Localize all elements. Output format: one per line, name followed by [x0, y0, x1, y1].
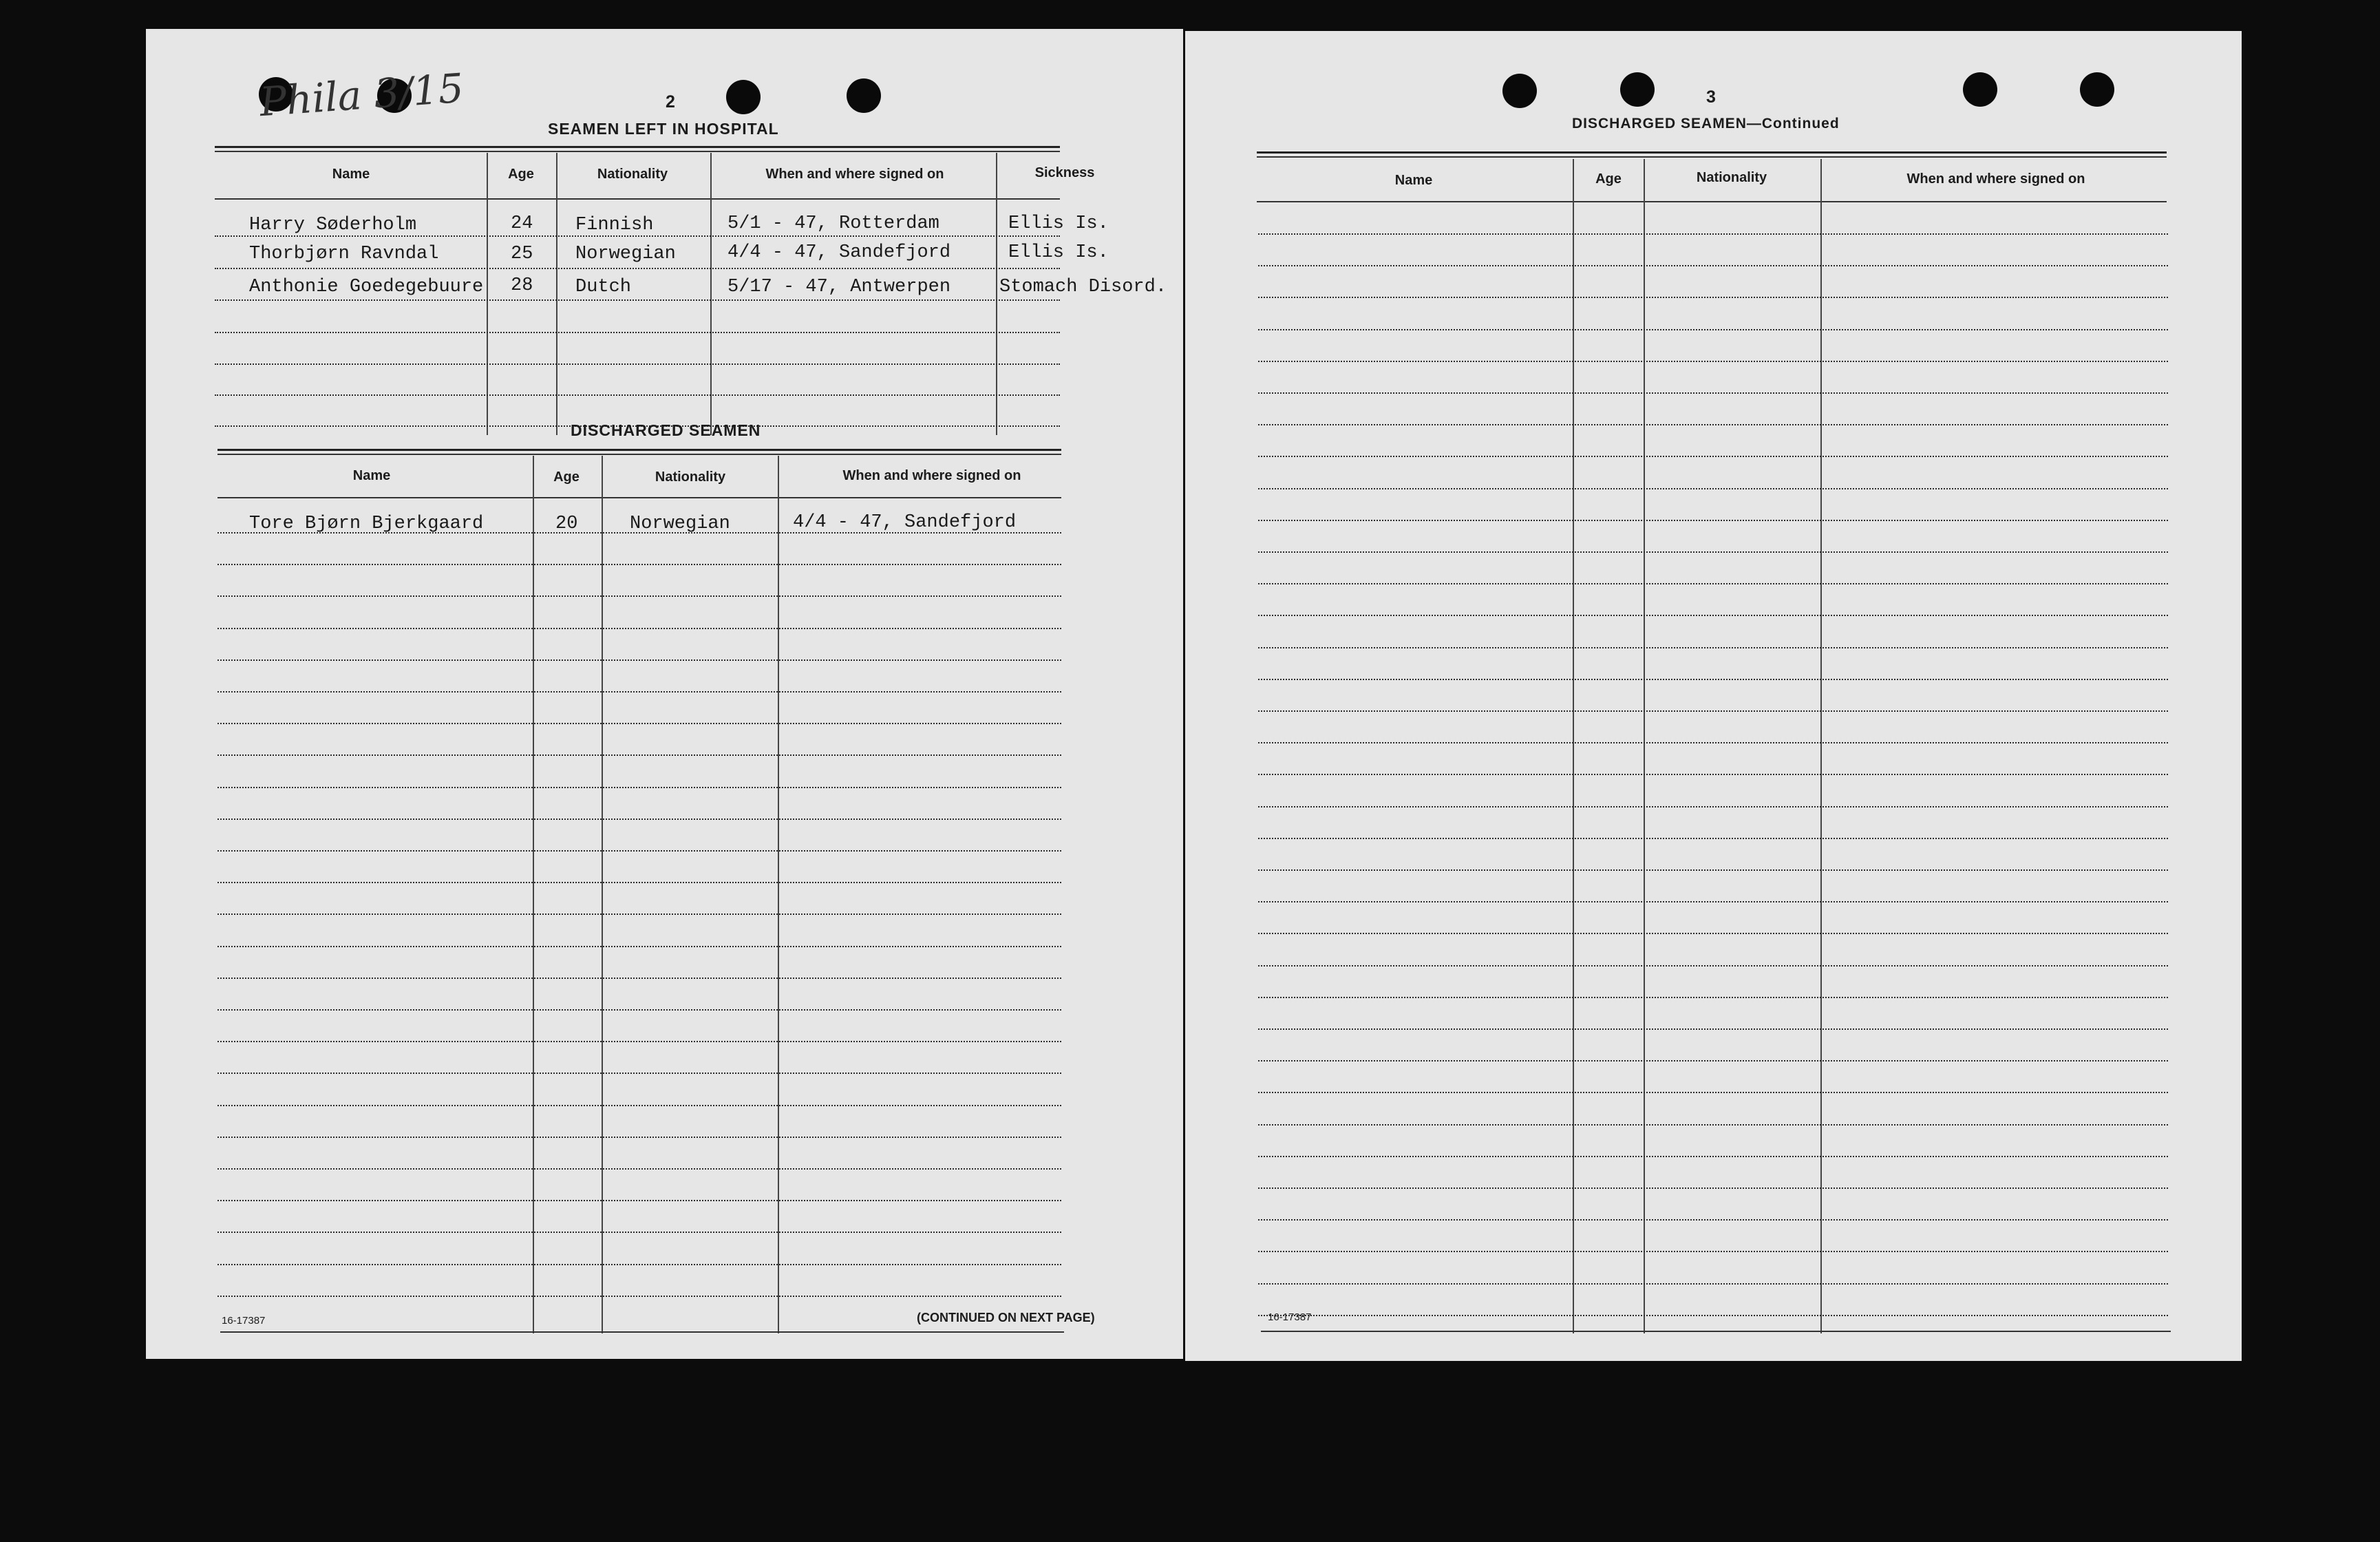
- table-bottom-rule: [220, 1331, 1064, 1333]
- row-line: [217, 628, 1061, 629]
- row-line: [1258, 679, 2168, 680]
- row-line: [217, 1009, 1061, 1011]
- row-line: [1258, 583, 2168, 584]
- punch-hole: [1620, 72, 1655, 107]
- table-rule: [217, 454, 1061, 455]
- form-number: 16-17387: [222, 1315, 266, 1327]
- row-line: [217, 1105, 1061, 1106]
- hospital-name: Thorbjørn Ravndal: [249, 244, 439, 264]
- row-line: [1258, 774, 2168, 775]
- hospital-age: 24: [511, 213, 533, 234]
- row-line: [1258, 520, 2168, 521]
- row-line: [217, 532, 1061, 534]
- continued-note: (CONTINUED ON NEXT PAGE): [917, 1311, 1095, 1324]
- col-header-age: Age: [508, 167, 534, 182]
- table-rule: [217, 449, 1061, 451]
- row-line: [1258, 838, 2168, 839]
- handwritten-note: Phila 3/15: [257, 64, 465, 126]
- punch-hole: [1963, 72, 1997, 107]
- col-header-name: Name: [332, 167, 370, 182]
- column-divider: [487, 153, 488, 435]
- row-line: [1258, 965, 2168, 967]
- row-line: [1258, 742, 2168, 743]
- hospital-nationality: Finnish: [575, 215, 654, 235]
- row-line: [217, 1041, 1061, 1042]
- col-header-age: Age: [553, 469, 580, 485]
- row-line: [217, 723, 1061, 724]
- row-line: [1258, 1283, 2168, 1285]
- row-line: [1258, 1187, 2168, 1189]
- row-line: [217, 754, 1061, 756]
- col-header-nationality: Nationality: [655, 469, 726, 485]
- hospital-nationality: Norwegian: [575, 244, 676, 264]
- punch-hole: [1502, 74, 1537, 108]
- row-line: [1258, 424, 2168, 425]
- page-number: 3: [1706, 87, 1716, 107]
- row-line: [217, 1264, 1061, 1265]
- hospital-name: Anthonie Goedegebuure: [249, 277, 484, 297]
- table-rule: [215, 146, 1060, 148]
- header-rule: [217, 497, 1061, 498]
- row-line: [1258, 710, 2168, 712]
- row-line: [217, 1168, 1061, 1170]
- row-line: [1258, 806, 2168, 807]
- col-header-signed-on: When and where signed on: [1906, 171, 2085, 187]
- row-line: [217, 913, 1061, 915]
- row-line: [1258, 1251, 2168, 1252]
- row-line: [1258, 297, 2168, 298]
- column-divider: [1573, 159, 1574, 1333]
- row-line: [1258, 1060, 2168, 1062]
- column-divider: [996, 153, 997, 435]
- hospital-age: 28: [511, 275, 533, 296]
- hospital-signed-on: 4/4 - 47, Sandefjord: [727, 242, 951, 263]
- column-divider: [710, 153, 712, 435]
- col-header-nationality: Nationality: [1696, 170, 1767, 185]
- hospital-name: Harry Søderholm: [249, 215, 417, 235]
- col-header-sickness: Sickness: [1034, 165, 1095, 180]
- hospital-section-title: SEAMEN LEFT IN HOSPITAL: [548, 120, 779, 138]
- row-line: [1258, 1315, 2168, 1316]
- row-line: [1258, 329, 2168, 330]
- hospital-signed-on: 5/1 - 47, Rotterdam: [727, 213, 939, 234]
- table-rule: [1257, 156, 2167, 158]
- discharged-name: Tore Bjørn Bjerkgaard: [249, 514, 484, 534]
- row-line: [1258, 933, 2168, 934]
- row-line: [217, 818, 1061, 820]
- row-line: [217, 595, 1061, 597]
- discharged-signed-on: 4/4 - 47, Sandefjord: [793, 512, 1017, 533]
- row-line: [215, 394, 1060, 396]
- row-line: [1258, 1124, 2168, 1126]
- row-line: [217, 564, 1061, 565]
- row-line: [217, 978, 1061, 979]
- row-line: [217, 659, 1061, 661]
- row-line: [1258, 265, 2168, 266]
- row-line: [1258, 456, 2168, 457]
- hospital-sickness: Stomach Disord.: [999, 277, 1167, 297]
- row-line: [1258, 392, 2168, 394]
- row-line: [215, 268, 1060, 269]
- discharged-section-title: DISCHARGED SEAMEN: [571, 421, 761, 439]
- row-line: [1258, 647, 2168, 648]
- row-line: [217, 1073, 1061, 1074]
- column-divider: [602, 456, 603, 1333]
- table-rule: [215, 151, 1060, 152]
- page-number: 2: [666, 92, 675, 112]
- row-line: [1258, 361, 2168, 362]
- punch-hole: [2080, 72, 2114, 107]
- punch-hole: [726, 80, 761, 114]
- row-line: [1258, 551, 2168, 553]
- row-line: [217, 1137, 1061, 1138]
- col-header-age: Age: [1595, 171, 1622, 187]
- row-line: [217, 787, 1061, 788]
- discharged-nationality: Norwegian: [630, 514, 730, 534]
- row-line: [1258, 233, 2168, 235]
- row-line: [1258, 1219, 2168, 1221]
- header-rule: [1257, 201, 2167, 202]
- row-line: [1258, 615, 2168, 616]
- row-line: [217, 1296, 1061, 1297]
- row-line: [1258, 1156, 2168, 1157]
- hospital-nationality: Dutch: [575, 277, 632, 297]
- row-line: [217, 1232, 1061, 1233]
- col-header-nationality: Nationality: [597, 167, 668, 182]
- row-line: [1258, 901, 2168, 902]
- row-line: [215, 332, 1060, 333]
- hospital-sickness: Ellis Is.: [1008, 242, 1109, 263]
- column-divider: [556, 153, 557, 435]
- column-divider: [1820, 159, 1822, 1333]
- column-divider: [533, 456, 534, 1333]
- col-header-name: Name: [352, 468, 391, 483]
- continued-section-title: DISCHARGED SEAMEN—Continued: [1572, 116, 1840, 131]
- right-page: [1185, 31, 2242, 1361]
- row-line: [217, 691, 1061, 693]
- column-divider: [1644, 159, 1645, 1333]
- col-header-name: Name: [1394, 173, 1433, 188]
- row-line: [217, 1200, 1061, 1201]
- discharged-age: 20: [555, 514, 578, 534]
- punch-hole: [847, 78, 881, 113]
- row-line: [1258, 488, 2168, 489]
- col-header-signed-on: When and where signed on: [765, 167, 944, 182]
- left-page: [146, 29, 1183, 1359]
- hospital-signed-on: 5/17 - 47, Antwerpen: [727, 277, 951, 297]
- row-line: [1258, 997, 2168, 998]
- row-line: [1258, 1028, 2168, 1030]
- hospital-sickness: Ellis Is.: [1008, 213, 1109, 234]
- row-line: [215, 363, 1060, 365]
- hospital-age: 25: [511, 244, 533, 264]
- row-line: [215, 299, 1060, 301]
- header-rule: [215, 198, 1060, 200]
- form-number: 16-17387: [1268, 1311, 1312, 1323]
- row-line: [217, 850, 1061, 852]
- col-header-signed-on: When and where signed on: [842, 468, 1021, 483]
- row-line: [1258, 869, 2168, 871]
- table-rule: [1257, 151, 2167, 154]
- table-bottom-rule: [1261, 1331, 2171, 1332]
- row-line: [217, 946, 1061, 947]
- row-line: [217, 882, 1061, 883]
- row-line: [1258, 1092, 2168, 1093]
- row-line: [215, 235, 1060, 237]
- column-divider: [778, 456, 779, 1333]
